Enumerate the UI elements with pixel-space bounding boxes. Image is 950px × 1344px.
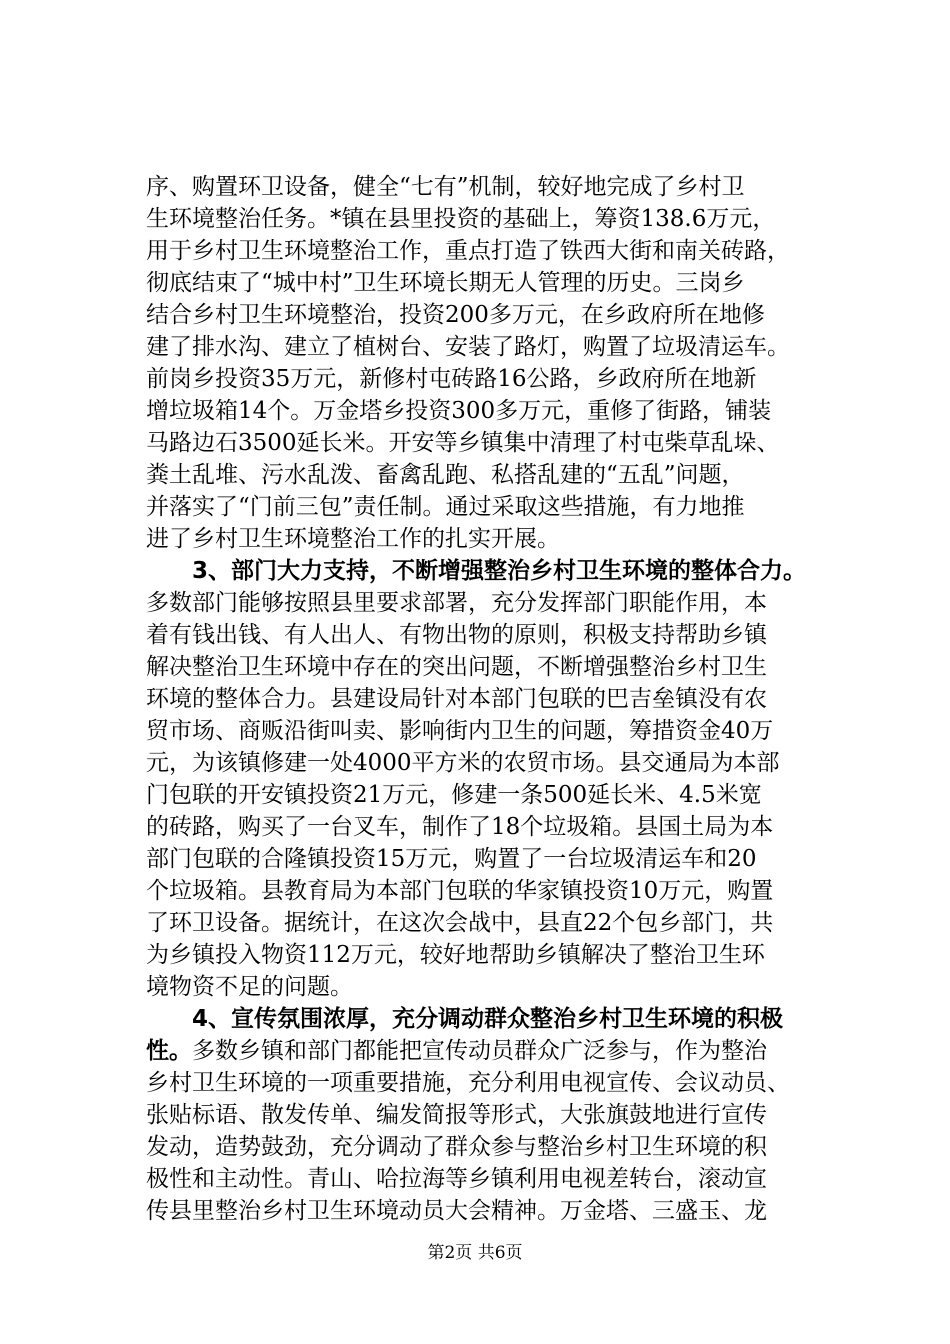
section-heading-3: 3、部门大力支持，不断增强整治乡村卫生环境的整体合力。 <box>192 558 807 584</box>
text-line-mixed <box>146 1036 767 1067</box>
text-line: 结合乡村卫生环境整治，投资200多万元，在乡政府所在地修 <box>146 302 765 328</box>
text-line: 张贴标语、散发传单、编发简报等形式，大张旗鼓地进行宣传 <box>146 1102 767 1128</box>
text-line: 并落实了“门前三包”责任制。通过采取这些措施，有力地推 <box>146 494 745 520</box>
text-line: 用于乡村卫生环境整治工作，重点打造了铁西大街和南关砖路， <box>146 238 790 264</box>
text-line: 彻底结束了“城中村”卫生环境长期无人管理的历史。三岗乡 <box>146 270 745 296</box>
text-line: 马路边石3500延长米。开安等乡镇集中清理了村屯柴草乱垛、 <box>146 430 780 456</box>
text-line: 建了排水沟、建立了植树台、安装了路灯，购置了垃圾清运车。 <box>146 334 790 360</box>
text-line: 极性和主动性。青山、哈拉海等乡镇利用电视差转台，滚动宣 <box>146 1166 767 1192</box>
text-line: 部门包联的合隆镇投资15万元，购置了一台垃圾清运车和20 <box>146 846 757 872</box>
text-line: 境物资不足的问题。 <box>146 974 353 1000</box>
text-line: 为乡镇投入物资112万元，较好地帮助乡镇解决了整治卫生环 <box>146 942 765 968</box>
text-line: 贸市场、商贩沿街叫卖、影响街内卫生的问题，筹措资金40万 <box>146 718 774 744</box>
text-line: 了环卫设备。据统计，在这次会战中，县直22个包乡部门，共 <box>146 910 774 936</box>
text-line: 增垃圾箱14个。万金塔乡投资300多万元，重修了街路，铺装 <box>146 398 772 424</box>
section-heading-4-end: 性。 <box>146 1038 192 1064</box>
section-heading-4: 4、宣传氛围浓厚，充分调动群众整治乡村卫生环境的积极 <box>192 1006 784 1032</box>
text-line: 解决整治卫生环境中存在的突出问题，不断增强整治乡村卫生 <box>146 654 767 680</box>
text-line: 多数乡镇和部门都能把宣传动员群众广泛参与，作为整治 <box>192 1038 767 1064</box>
text-line: 门包联的开安镇投资21万元，修建一条500延长米、4.5米宽 <box>146 782 762 808</box>
text-line: 序、购置环卫设备，健全“七有”机制，较好地完成了乡村卫 <box>146 174 745 200</box>
text-line: 前岗乡投资35万元，新修村屯砖路16公路，乡政府所在地新 <box>146 366 757 392</box>
text-line: 发动，造势鼓劲，充分调动了群众参与整治乡村卫生环境的积 <box>146 1134 767 1160</box>
text-line: 乡村卫生环境的一项重要措施，充分利用电视宣传、会议动员、 <box>146 1070 790 1096</box>
text-line: 粪土乱堆、污水乱泼、畜禽乱跑、私搭乱建的“五乱”问题， <box>146 462 745 488</box>
text-line: 的砖路，购买了一台叉车，制作了18个垃圾箱。县国土局为本 <box>146 814 774 840</box>
text-line: 元，为该镇修建一处4000平方米的农贸市场。县交通局为本部 <box>146 750 780 776</box>
text-line: 环境的整体合力。县建设局针对本部门包联的巴吉垒镇没有农 <box>146 686 767 712</box>
text-line: 进了乡村卫生环境整治工作的扎实开展。 <box>146 526 560 552</box>
text-line: 传县里整治乡村卫生环境动员大会精神。万金塔、三盛玉、龙 <box>146 1198 767 1224</box>
text-line: 着有钱出钱、有人出人、有物出物的原则，积极支持帮助乡镇 <box>146 622 767 648</box>
page-number: 第2页 共6页 <box>427 1243 523 1263</box>
text-line: 生环境整治任务。*镇在县里投资的基础上，筹资138.6万元， <box>146 206 776 232</box>
text-line: 多数部门能够按照县里要求部署，充分发挥部门职能作用，本 <box>146 590 767 616</box>
text-line: 个垃圾箱。县教育局为本部门包联的华家镇投资10万元，购置 <box>146 878 774 904</box>
